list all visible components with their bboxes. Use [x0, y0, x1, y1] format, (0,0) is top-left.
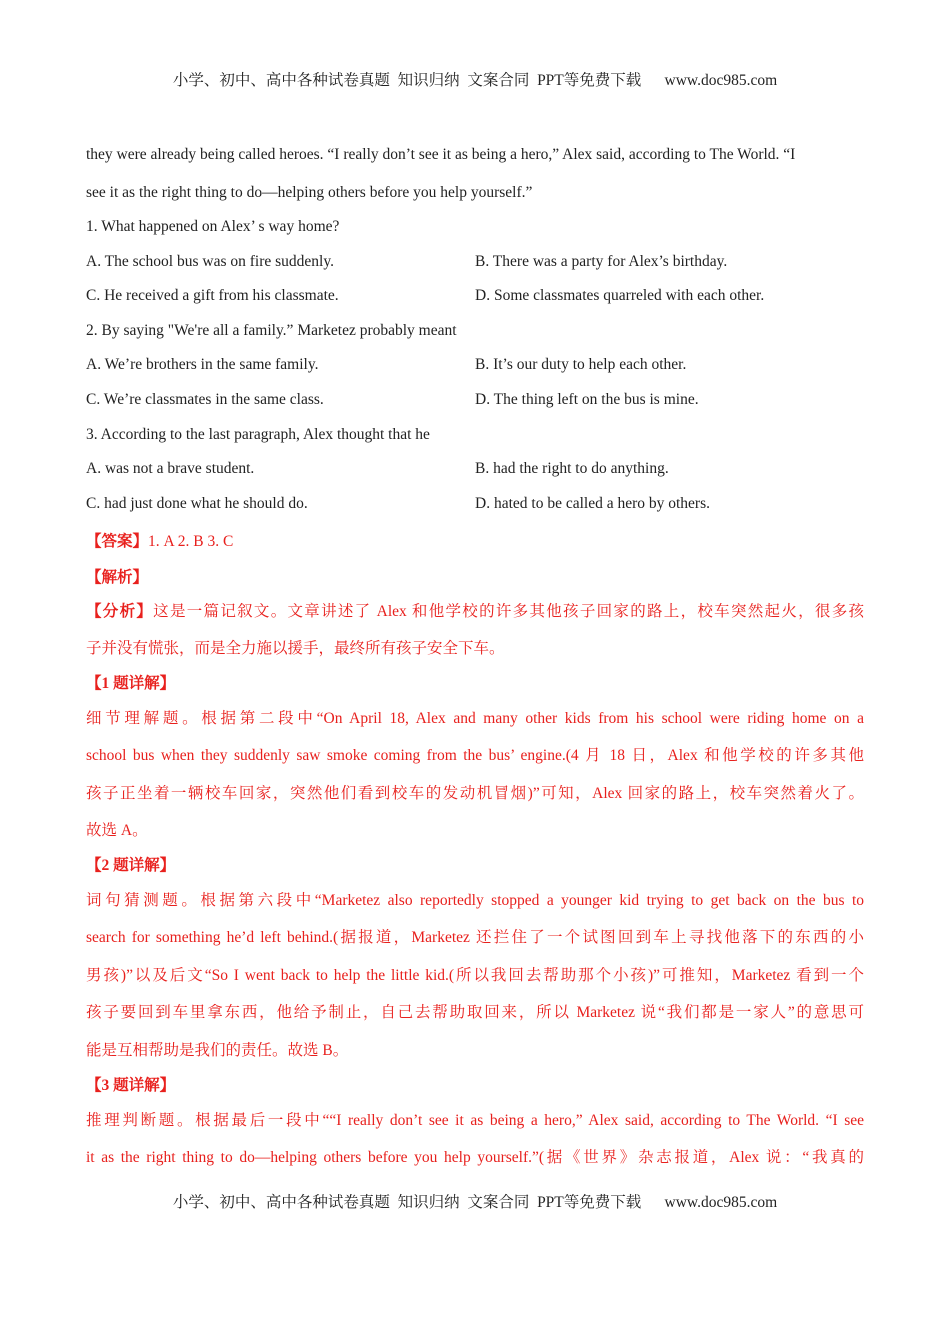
question-2-option-b: B. It’s our duty to help each other. — [475, 356, 687, 373]
q2-detail-line-2: search for something he’d left behind.(据报道，Marketez 还拦住了一个试图回到车上寻找他落下的东西的小 — [86, 929, 864, 946]
question-3-option-a: A. was not a brave student. — [86, 460, 255, 477]
q1-detail-line-1: 细节理解题。根据第二段中“On April 18, Alex and many other kids from his school were riding home on a — [86, 710, 864, 727]
header-url[interactable]: www.doc985.com — [664, 72, 778, 89]
q1-detail-line-4: 故选 A。 — [86, 822, 148, 839]
q1-detail-line-2: school bus when they suddenly saw smoke coming from the bus’ engine.(4 月 18 日，Alex 和他学校的许多其他 — [86, 747, 864, 764]
fenxi-text-1: 这是一篇记叙文。文章讲述了 Alex 和他学校的许多其他孩子回家的路上，校车突然起火，很多孩 — [153, 603, 864, 620]
question-3-stem: 3. According to the last paragraph, Alex thought that he — [86, 426, 430, 443]
q2-detail-line-4: 孩子要回到车里拿东西，他给予制止，自己去帮助取回来，所以 Marketez 说“我们都是一家人”的意思可 — [86, 1004, 864, 1021]
question-1-option-a: A. The school bus was on fire suddenly. — [86, 253, 334, 270]
question-2-option-c: C. We’re classmates in the same class. — [86, 391, 324, 408]
q2-detail-line-5: 能是互相帮助是我们的责任。故选 B。 — [86, 1042, 349, 1059]
analysis-heading: 【解析】 — [86, 569, 149, 586]
q1-detail-line-3: 孩子正坐着一辆校车回家，突然他们看到校车的发动机冒烟)”可知，Alex 回家的路上，校车突然着火了。 — [86, 785, 864, 802]
q3-detail-line-1: 推理判断题。根据最后一段中““I really don’t see it as being a hero,” Alex said, according to The World. “I see — [86, 1112, 864, 1129]
q3-detail-heading: 【3 题详解】 — [86, 1077, 176, 1094]
q1-detail-heading: 【1 题详解】 — [86, 675, 176, 692]
question-3-option-d: D. hated to be called a hero by others. — [475, 495, 710, 512]
header-text: 小学、初中、高中各种试卷真题 知识归纳 文案合同 PPT等免费下载 — [172, 72, 642, 89]
question-2-stem: 2. By saying "We're all a family.” Marketez probably meant — [86, 322, 457, 339]
question-2-option-a: A. We’re brothers in the same family. — [86, 356, 319, 373]
q2-detail-line-1: 词句猜测题。根据第六段中“Marketez also reportedly stopped a younger kid trying to get back on the bus to — [86, 892, 864, 909]
answer-line — [86, 529, 233, 551]
q2-detail-heading: 【2 题详解】 — [86, 857, 176, 874]
footer-url[interactable]: www.doc985.com — [664, 1194, 778, 1211]
fenxi-line-1 — [86, 599, 864, 621]
passage-line-1: they were already being called heroes. “I really don’t see it as being a hero,” Alex said, according to The World. “I — [86, 146, 796, 163]
question-3-option-c: C. had just done what he should do. — [86, 495, 308, 512]
fenxi-line-2: 子并没有慌张，而是全力施以援手，最终所有孩子安全下车。 — [86, 640, 505, 657]
question-1-stem: 1. What happened on Alex’ s way home? — [86, 218, 340, 235]
passage-line-2: see it as the right thing to do—helping others before you help yourself.” — [86, 184, 533, 201]
question-1-option-b: B. There was a party for Alex’s birthday. — [475, 253, 728, 270]
q2-detail-line-3: 男孩)”以及后文“So I went back to help the little kid.(所以我回去帮助那个小孩)”可推知，Marketez 看到一个 — [86, 967, 864, 984]
page-footer — [0, 1190, 950, 1212]
question-2-option-d: D. The thing left on the bus is mine. — [475, 391, 699, 408]
question-1-option-c: C. He received a gift from his classmate. — [86, 287, 339, 304]
question-3-option-b: B. had the right to do anything. — [475, 460, 669, 477]
answer-value: 1. A 2. B 3. C — [148, 533, 234, 550]
q3-detail-line-2: it as the right thing to do—helping others before you help yourself.”(据《世界》杂志报道，Alex 说：“我真的 — [86, 1149, 864, 1166]
fenxi-label: 【分析】 — [86, 603, 154, 620]
answer-label: 【答案】 — [86, 533, 149, 550]
footer-text: 小学、初中、高中各种试卷真题 知识归纳 文案合同 PPT等免费下载 — [172, 1194, 642, 1211]
question-1-option-d: D. Some classmates quarreled with each other. — [475, 287, 765, 304]
page-header — [0, 68, 950, 90]
